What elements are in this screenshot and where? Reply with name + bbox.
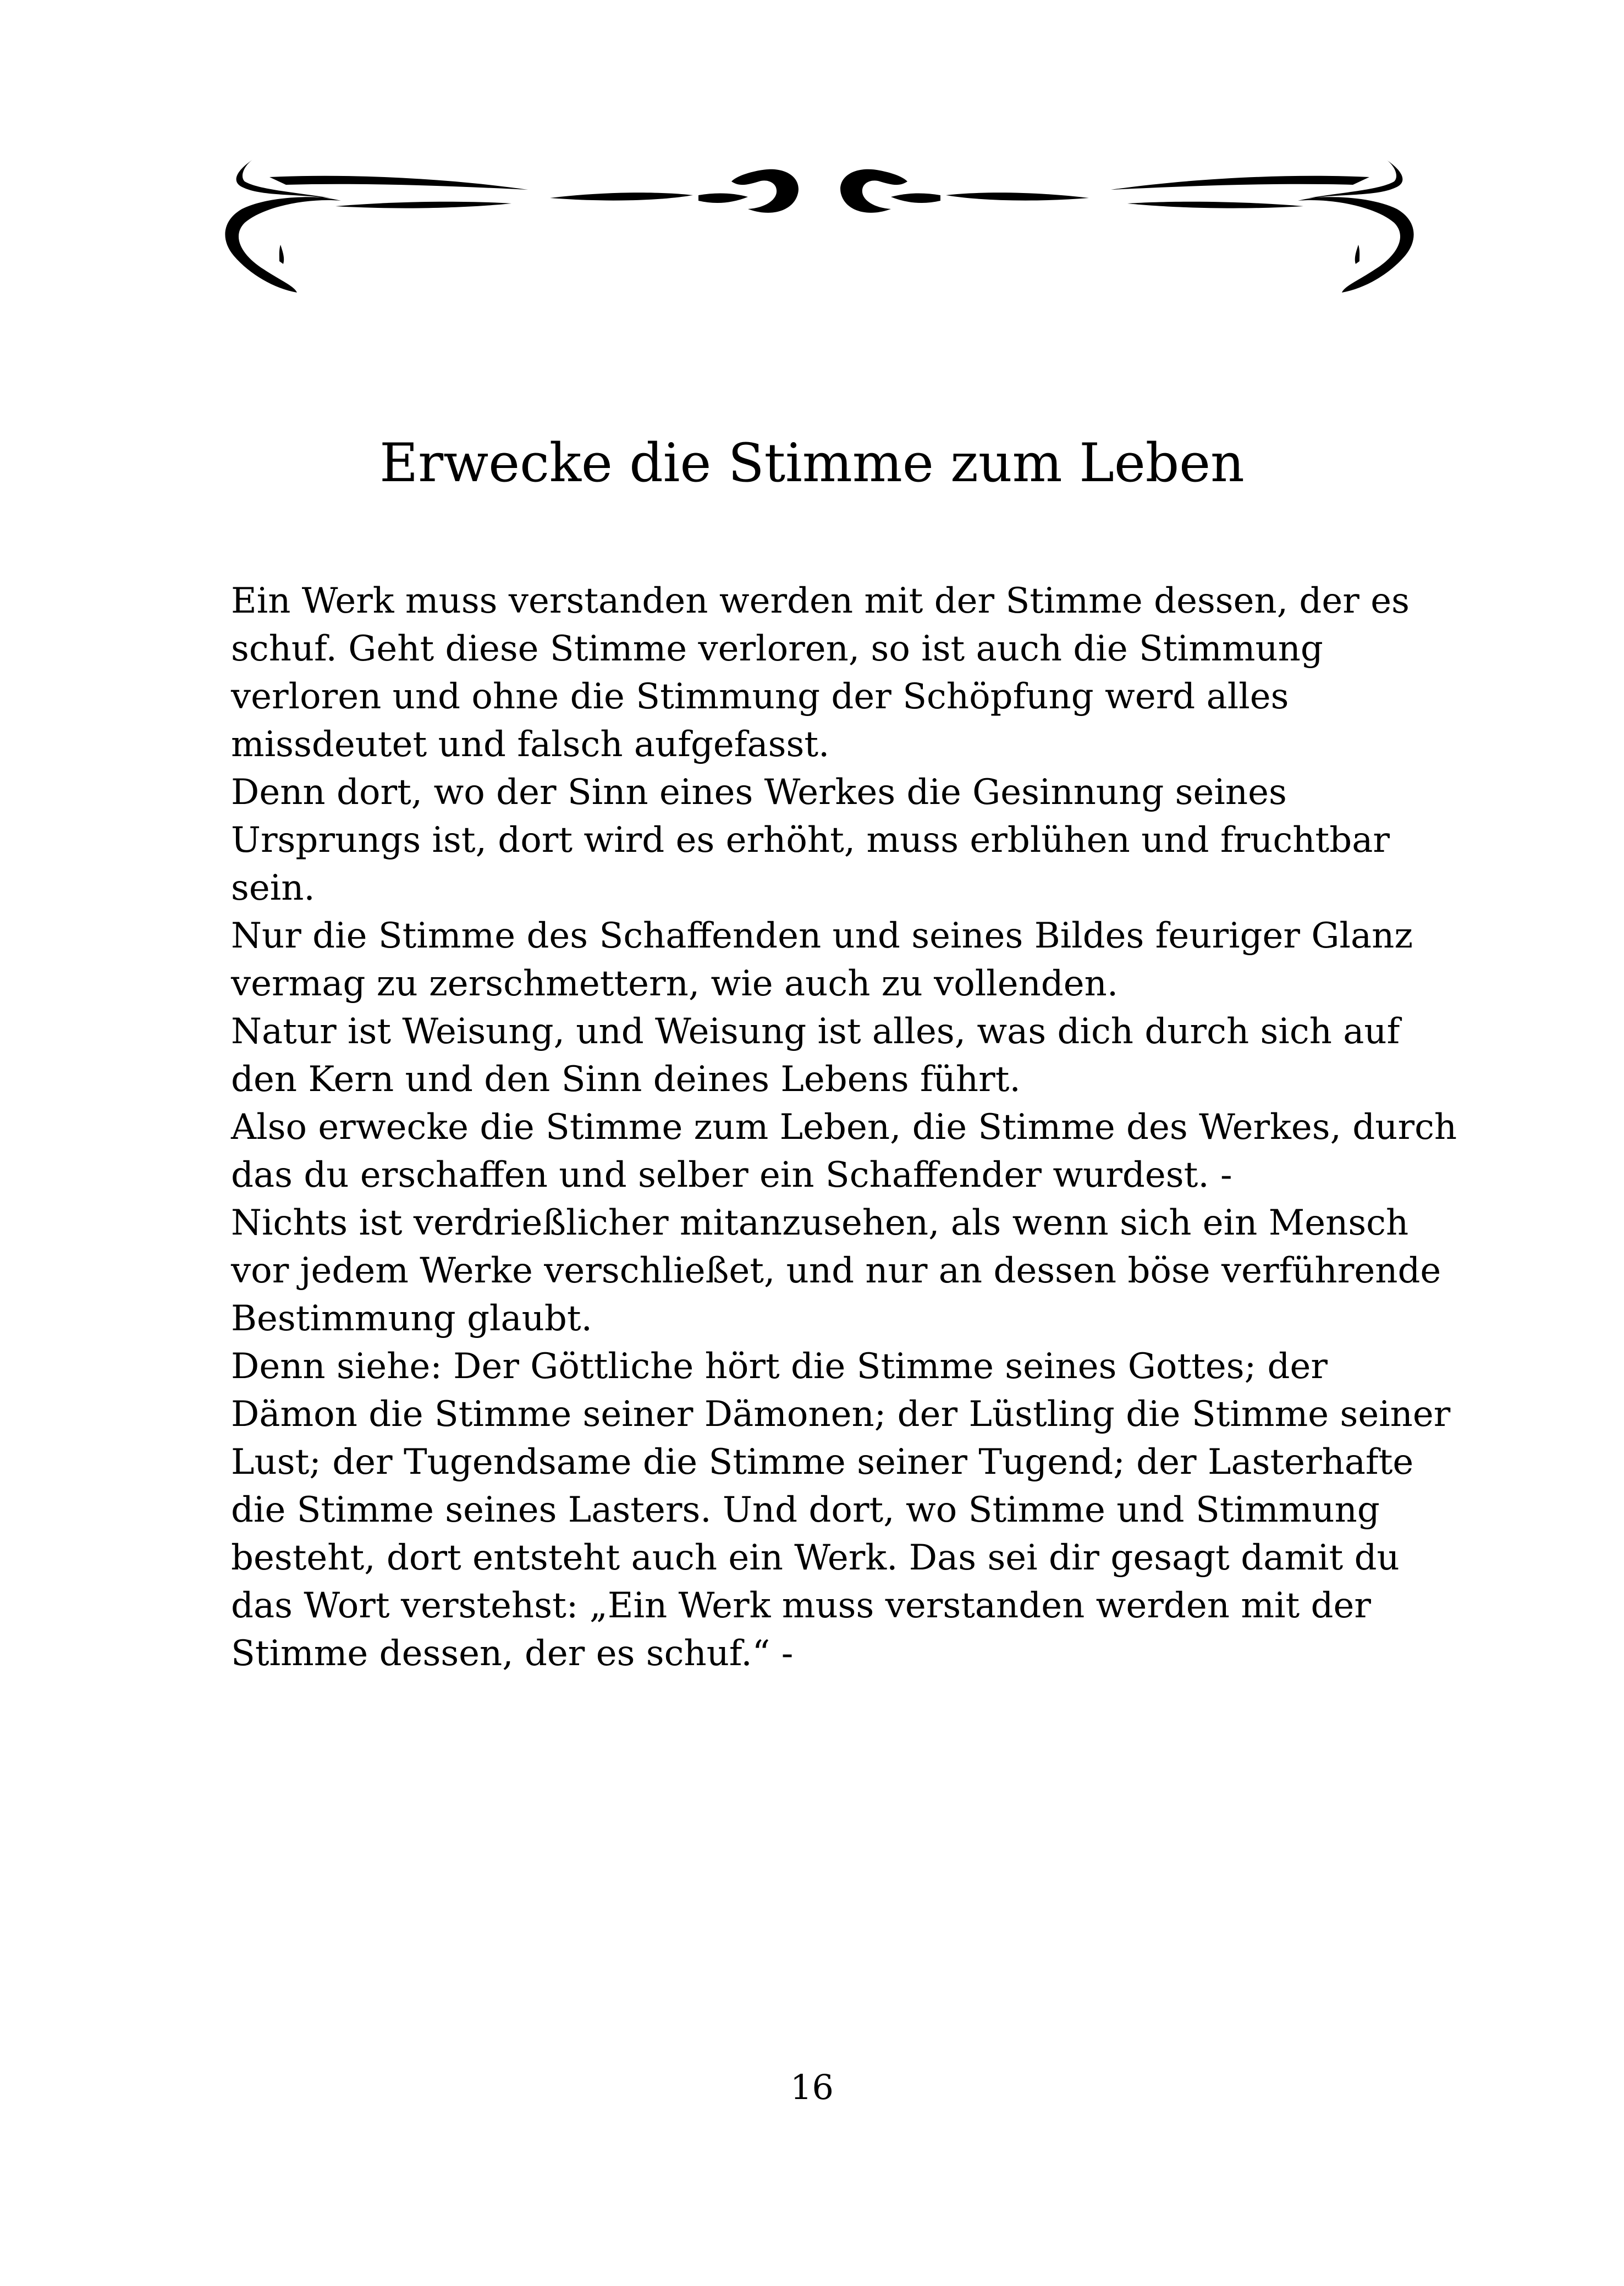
text-line: Stimme dessen, der es schuf.“ - <box>231 1633 794 1674</box>
text-line: Denn dort, wo der Sinn eines Werkes die Gesinnung seines <box>231 772 1287 813</box>
text-line: vor jedem Werke verschließet, und nur an dessen böse verführende <box>231 1251 1441 1291</box>
text-line: Also erwecke die Stimme zum Leben, die Stimme des Werkes, durch <box>231 1107 1457 1148</box>
text-line: Nur die Stimme des Schaffenden und seines Bildes feuriger Glanz <box>231 916 1413 956</box>
text-line: Denn siehe: Der Göttliche hört die Stimme seines Gottes; der <box>231 1346 1328 1387</box>
text-line: sein. <box>231 868 315 908</box>
text-line: missdeutet und falsch aufgefasst. <box>231 724 830 765</box>
text-line: besteht, dort entsteht auch ein Werk. Das sei dir gesagt damit du <box>231 1538 1400 1578</box>
text-line: das Wort verstehst: „Ein Werk muss verstanden werden mit der <box>231 1585 1371 1626</box>
text-line: Natur ist Weisung, und Weisung ist alles, was dich durch sich auf <box>231 1011 1400 1052</box>
body-text <box>231 577 1457 1678</box>
text-line: das du erschaffen und selber ein Schaffender wurdest. - <box>231 1155 1232 1196</box>
text-line: Ursprungs ist, dort wird es erhöht, muss erblühen und fruchtbar <box>231 820 1390 861</box>
text-line: vermag zu zerschmettern, wie auch zu vollenden. <box>231 963 1119 1004</box>
text-line: Dämon die Stimme seiner Dämonen; der Lüstling die Stimme seiner <box>231 1394 1451 1435</box>
text-line: die Stimme seines Lasters. Und dort, wo Stimme und Stimmung <box>231 1490 1380 1530</box>
text-line: Lust; der Tugendsame die Stimme seiner Tugend; der Lasterhafte <box>231 1442 1414 1483</box>
text-line: Ein Werk muss verstanden werden mit der Stimme dessen, der es <box>231 581 1410 621</box>
art-nouveau-ornament-icon <box>220 148 1419 297</box>
text-line: verloren und ohne die Stimmung der Schöpfung werd alles <box>231 676 1289 717</box>
page-number: 16 <box>790 2067 834 2107</box>
text-line: den Kern und den Sinn deines Lebens führt. <box>231 1059 1021 1100</box>
text-line: Bestimmung glaubt. <box>231 1298 592 1339</box>
text-line: schuf. Geht diese Stimme verloren, so ist auch die Stimmung <box>231 629 1323 669</box>
text-line: Nichts ist verdrießlicher mitanzusehen, als wenn sich ein Mensch <box>231 1203 1409 1243</box>
page-title: Erwecke die Stimme zum Leben <box>379 432 1245 494</box>
